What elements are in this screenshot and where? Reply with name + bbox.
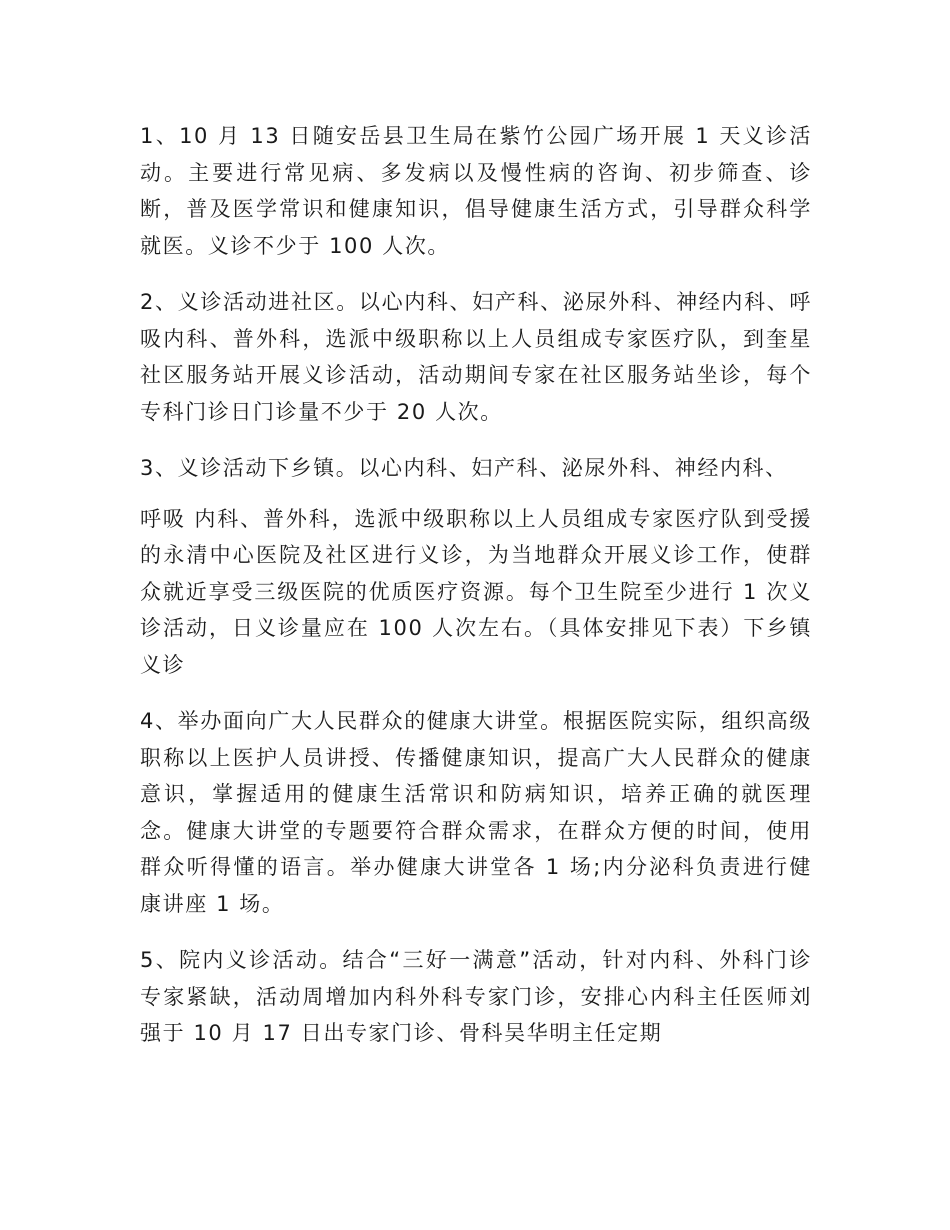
paragraph-5: 5、院内义诊活动。结合“三好一满意”活动，针对内科、外科门诊专家紧缺，活动周增加内科外科专家门诊，安排心内科主任医师刘强于 10 月 17 日出专家门诊、骨科吴华明主任定期 bbox=[140, 948, 812, 1045]
document-page bbox=[140, 118, 812, 1072]
paragraph-4: 4、举办面向广大人民群众的健康大讲堂。根据医院实际，组织高级职称以上医护人员讲授、传播健康知识，提高广大人民群众的健康意识，掌握适用的健康生活常识和防病知识，培养正确的就医理念。健康大讲堂的专题要符合群众需求，在群众方便的时间，使用群众听得懂的语言。举办健康大讲堂各 1 场;内分泌科负责进行健康讲座 1 场。 bbox=[140, 709, 812, 916]
paragraph-3-continued: 呼吸 内科、普外科，选派中级职称以上人员组成专家医疗队到受援的永清中心医院及社区进行义诊，为当地群众开展义诊工作，使群众就近享受三级医院的优质医疗资源。每个卫生院至少进行 1 次义诊活动，日义诊量应在 100 人次左右。（具体安排见下表）下乡镇义诊 bbox=[140, 506, 812, 677]
paragraph-3: 3、义诊活动下乡镇。以心内科、妇产科、泌尿外科、神经内科、 bbox=[140, 456, 788, 480]
paragraph-2: 2、义诊活动进社区。以心内科、妇产科、泌尿外科、神经内科、呼吸内科、普外科，选派中级职称以上人员组成专家医疗队，到奎星社区服务站开展义诊活动，活动期间专家在社区服务站坐诊，每个专科门诊日门诊量不少于 20 人次。 bbox=[140, 290, 812, 424]
paragraph-1: 1、10 月 13 日随安岳县卫生局在紫竹公园广场开展 1 天义诊活动。主要进行常见病、多发病以及慢性病的咨询、初步筛查、诊断，普及医学常识和健康知识，倡导健康生活方式，引导群众科学就医。义诊不少于 100 人次。 bbox=[140, 124, 812, 258]
